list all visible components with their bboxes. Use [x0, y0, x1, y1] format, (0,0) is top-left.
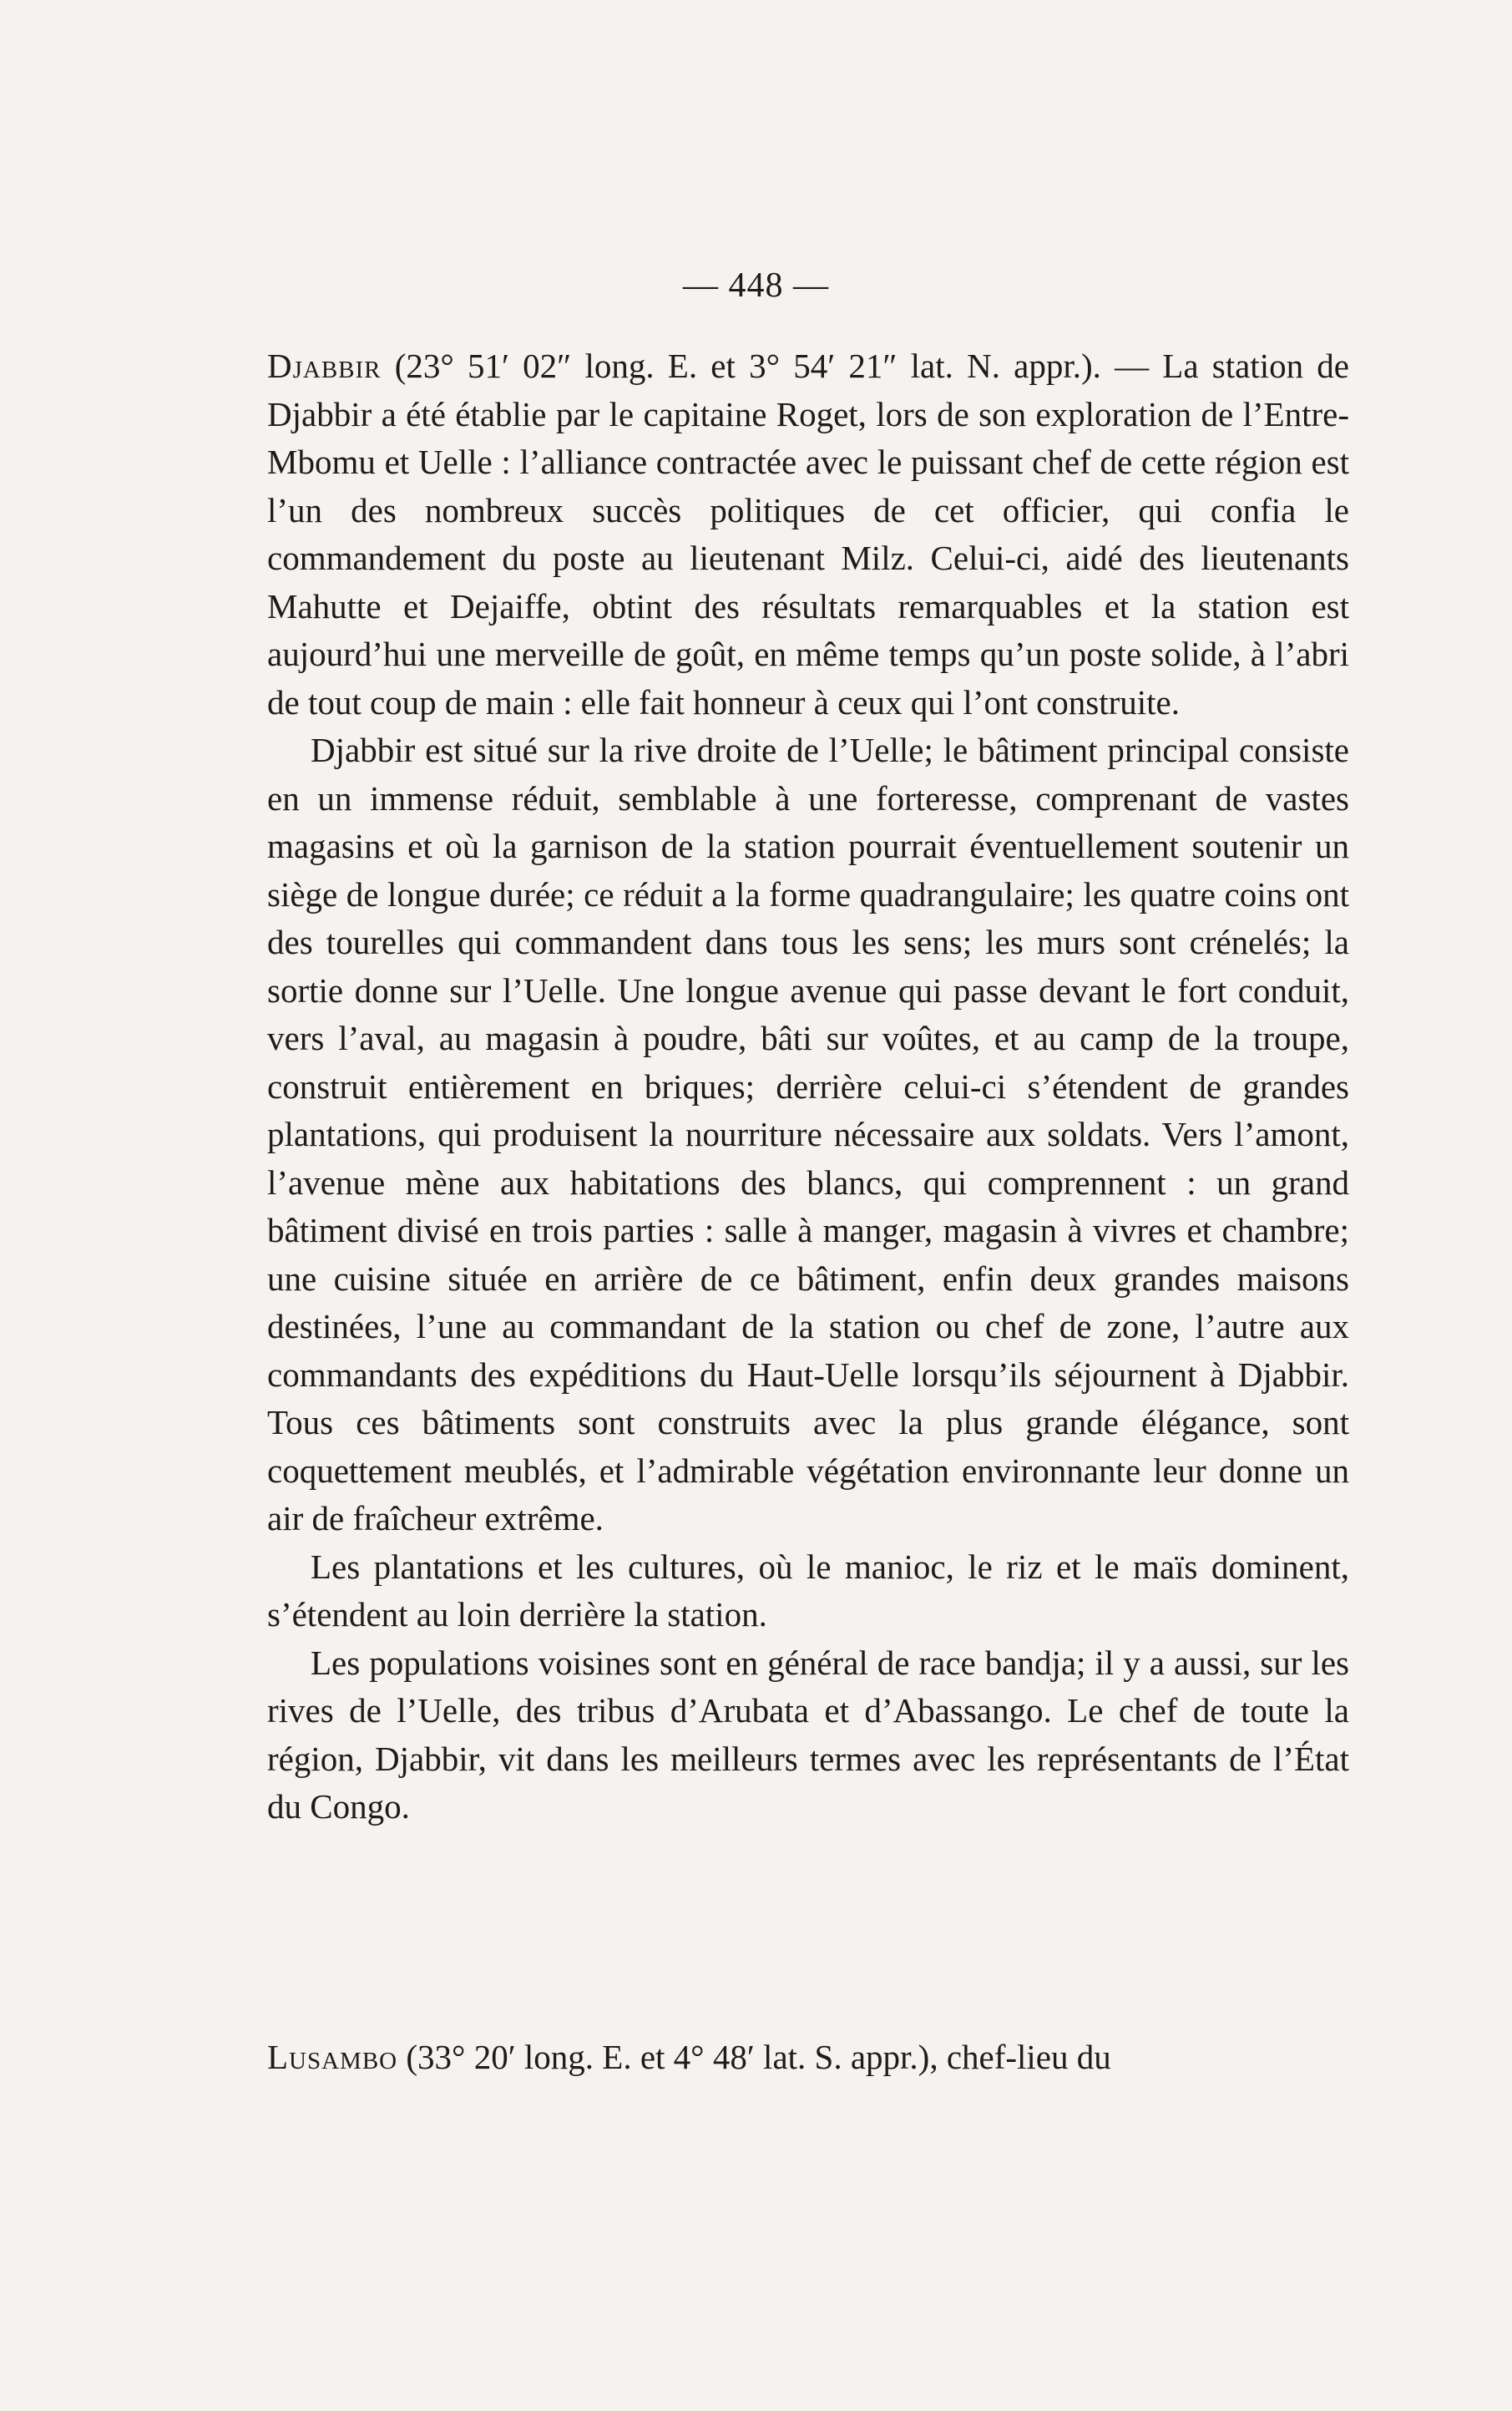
djabbir-paragraph-1-text: (23° 51′ 02″ long. E. et 3° 54′ 21″ lat. N. appr.). — La station de Djabbir a été établie par le capitaine Roget, lors de son exploration de l’Entre-Mbomu et Uelle : l’alliance contractée avec le puissant chef de cette région est l’un des nombreux succès politiques de cet officier, qui confia le commandement du poste au lieutenant Milz. Celui-ci, aidé des lieutenants Mahutte et Dejaiffe, obtint des résultats remarquables et la station est aujourd’hui une merveille de goût, en même temps qu’un poste solide, à l’abri de tout coup de main : elle fait honneur à ceux qui l’ont construite. [267, 347, 1349, 722]
lusambo-paragraph-1-text: (33° 20′ long. E. et 4° 48′ lat. S. appr.), chef-lieu du [397, 2038, 1111, 2076]
lusambo-entry [267, 2034, 1349, 2082]
lusambo-paragraph-1 [267, 2034, 1349, 2082]
djabbir-heading-name: Djabbir [267, 347, 382, 385]
djabbir-paragraph-4: Les populations voisines sont en général de race bandja; il y a aussi, sur les rives de l’Uelle, des tribus d’Arubata et d’Abassango. Le chef de toute la région, Djabbir, vit dans les meilleurs termes avec les représentants de l’État du Congo. [267, 1643, 1349, 1826]
page-number: — 448 — [683, 266, 829, 305]
djabbir-paragraph-3: Les plantations et les cultures, où le manioc, le riz et le maïs dominent, s’étendent au loin derrière la station. [267, 1547, 1349, 1634]
lusambo-heading-name: Lusambo [267, 2038, 398, 2076]
djabbir-paragraph-2: Djabbir est situé sur la rive droite de l’Uelle; le bâtiment principal consiste en un immense réduit, semblable à une forteresse, comprenant de vastes magasins et où la garnison de la station pourrait éventuellement soutenir un siège de longue durée; ce réduit a la forme quadrangulaire; les quatre coins ont des tourelles qui commandent dans tous les sens; les murs sont crénelés; la sortie donne sur l’Uelle. Une longue avenue qui passe devant le fort conduit, vers l’aval, au magasin à poudre, bâti sur voûtes, et au camp de la troupe, construit entièrement en briques; derrière celui-ci s’étendent de grandes plantations, qui produisent la nourriture nécessaire aux soldats. Vers l’amont, l’avenue mène aux habitations des blancs, qui comprennent : un grand bâtiment divisé en trois parties : salle à manger, magasin à vivres et chambre; une cuisine située en arrière de ce bâtiment, enfin deux grandes maisons destinées, l’une au commandant de la station ou chef de zone, l’autre aux commandants des expéditions du Haut-Uelle lorsqu’ils séjournent à Djabbir. Tous ces bâtiments sont construits avec la plus grande élégance, sont coquettement meublés, et l’admirable végétation environnante leur donne un air de fraîcheur extrême. [267, 731, 1349, 1537]
djabbir-entry [267, 342, 1349, 1831]
djabbir-paragraph-1 [267, 342, 1349, 727]
